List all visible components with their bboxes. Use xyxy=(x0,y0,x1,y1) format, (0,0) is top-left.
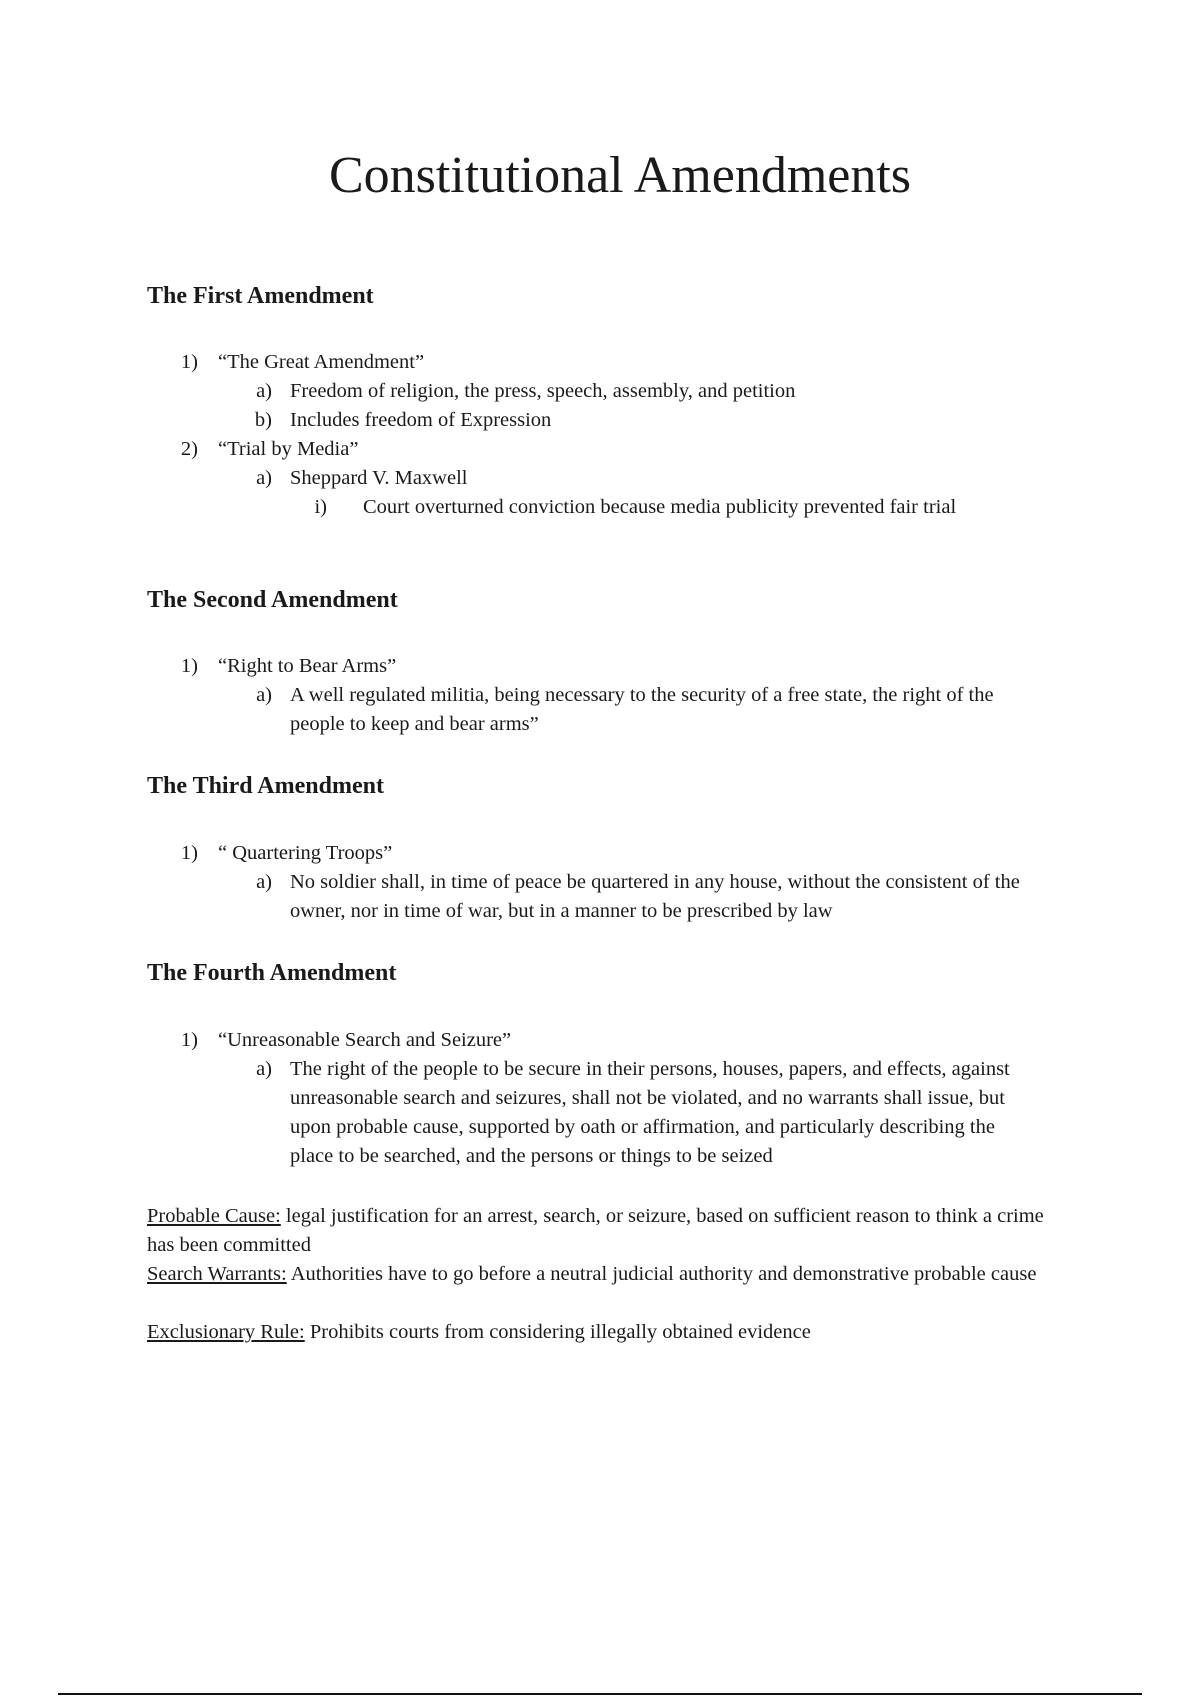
list-marker: 2) xyxy=(180,438,198,460)
list-marker: a) xyxy=(256,1058,272,1080)
list-marker: a) xyxy=(256,871,272,893)
list-item-text: Includes freedom of Expression xyxy=(290,409,552,431)
list-marker: a) xyxy=(256,684,272,706)
section-heading-first-amendment: The First Amendment xyxy=(147,283,374,309)
section-heading-second-amendment: The Second Amendment xyxy=(147,587,398,613)
page-title: Constitutional Amendments xyxy=(328,147,912,204)
list-marker: 1) xyxy=(180,351,198,373)
section-heading-third-amendment: The Third Amendment xyxy=(147,773,384,799)
list-marker: 1) xyxy=(180,655,198,677)
list-marker: 1) xyxy=(180,1029,198,1051)
section-heading-fourth-amendment: The Fourth Amendment xyxy=(147,960,397,986)
list-marker: 1) xyxy=(180,842,198,864)
definition-exclusionary-rule xyxy=(147,1318,1067,1347)
list-item-text: “Trial by Media” xyxy=(218,438,359,460)
list-item-text-line: place to be searched, and the persons or things to be seized xyxy=(290,1145,773,1167)
definition-text: Authorities have to go before a neutral judicial authority and demonstrative probable cause xyxy=(286,1263,1037,1285)
list-item-text-line: unreasonable search and seizures, shall not be violated, and no warrants shall issue, but xyxy=(290,1087,1006,1109)
list-item-text: “Right to Bear Arms” xyxy=(218,655,397,677)
bottom-divider xyxy=(58,1693,1142,1695)
list-item-text: Sheppard V. Maxwell xyxy=(290,467,468,489)
definition-term: Search Warrants: xyxy=(147,1263,287,1285)
list-item-text: “The Great Amendment” xyxy=(218,351,425,373)
list-marker: a) xyxy=(256,380,272,402)
definition-term: Exclusionary Rule: xyxy=(147,1321,305,1343)
definition-probable-cause xyxy=(147,1202,1067,1260)
list-marker: a) xyxy=(256,467,272,489)
list-item-text: Court overturned conviction because media publicity prevented fair trial xyxy=(363,496,957,518)
list-item-text: “Unreasonable Search and Seizure” xyxy=(218,1029,512,1051)
list-item-text: Freedom of religion, the press, speech, assembly, and petition xyxy=(290,380,796,402)
list-item-text-line: No soldier shall, in time of peace be quartered in any house, without the consistent of the xyxy=(290,871,1020,893)
list-item-text-line: people to keep and bear arms” xyxy=(290,713,539,735)
definition-search-warrants xyxy=(147,1260,1067,1289)
definition-text: legal justification for an arrest, search, or seizure, based on sufficient reason to think a crime has been committed xyxy=(147,1205,1044,1256)
list-item-text-line: owner, nor in time of war, but in a manner to be prescribed by law xyxy=(290,900,833,922)
definition-text: Prohibits courts from considering illegally obtained evidence xyxy=(304,1321,811,1343)
list-marker: b) xyxy=(254,409,272,431)
list-item-text-line: upon probable cause, supported by oath or affirmation, and particularly describing the xyxy=(290,1116,995,1138)
list-item-text-line: The right of the people to be secure in their persons, houses, papers, and effects, against xyxy=(290,1058,1010,1080)
list-item-text-line: A well regulated militia, being necessary to the security of a free state, the right of the xyxy=(290,684,994,706)
definition-term: Probable Cause: xyxy=(147,1205,281,1227)
list-item-text: “ Quartering Troops” xyxy=(218,842,393,864)
list-marker: i) xyxy=(314,496,327,518)
